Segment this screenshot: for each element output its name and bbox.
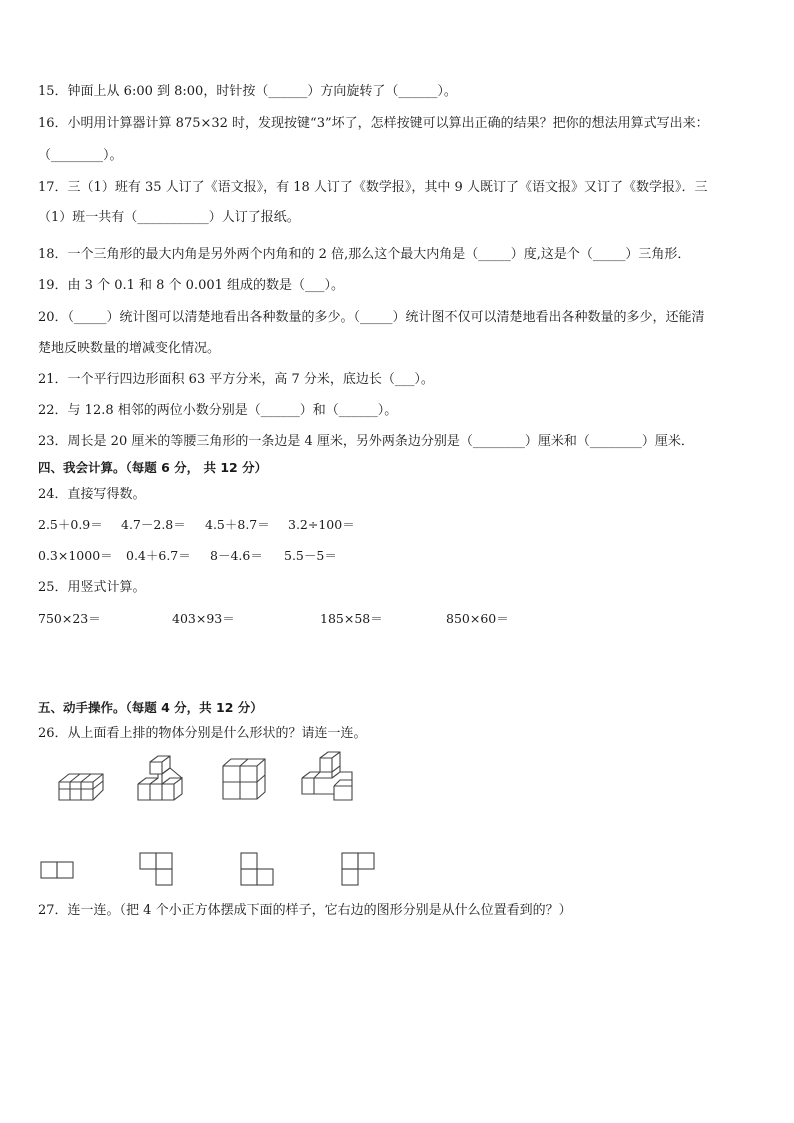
- top-view-4-figure: [341, 852, 377, 888]
- vertical-calc-item: 850×60＝: [446, 611, 509, 626]
- question-16-line-1: 16．小明用计算器计算 875×32 时，发现按键“3”坏了，怎样按键可以算出正确的结果？把你的想法用算式写出来：: [38, 116, 709, 131]
- question-22: 22．与 12.8 相邻的两位小数分别是（______）和（______）。: [38, 403, 398, 418]
- question-15: 15．钟面上从 6:00 到 8:00，时针按（______）方向旋转了（______）。: [38, 84, 457, 99]
- calc-item: 0.3×1000＝: [38, 548, 113, 563]
- question-16-line-2: （________）。: [38, 148, 123, 163]
- cube-group-1-figure: [56, 770, 106, 804]
- question-27: 27．连一连。（把 4 个小正方体摆成下面的样子，它右边的图形分别是从什么位置看到的？）: [38, 903, 572, 918]
- vertical-calc-item: 185×58＝: [320, 611, 383, 626]
- question-20-line-1: 20．（_____）统计图可以清楚地看出各种数量的多少。（_____）统计图不仅可以清楚地看出各种数量的多少，还能清: [38, 310, 705, 325]
- vertical-calc-item: 403×93＝: [172, 611, 235, 626]
- calc-item: 4.7－2.8＝: [121, 517, 186, 532]
- calc-item: 0.4＋6.7＝: [126, 548, 191, 563]
- section-4-heading: 四、我会计算。（每题 6 分， 共 12 分）: [38, 460, 268, 475]
- question-19: 19．由 3 个 0.1 和 8 个 0.001 组成的数是（___）。: [38, 278, 345, 293]
- cube-group-4-figure: [300, 752, 356, 804]
- top-view-2-figure: [139, 852, 175, 888]
- question-26: 26．从上面看上排的物体分别是什么形状的？请连一连。: [38, 726, 367, 741]
- calc-item: 4.5＋8.7＝: [205, 517, 270, 532]
- question-17-line-1: 17．三（1）班有 35 人订了《语文报》，有 18 人订了《数学报》，其中 9 人既订了《语文报》又订了《数学报》．三: [38, 180, 708, 195]
- cube-group-3-figure: [220, 756, 270, 802]
- question-20-line-2: 楚地反映数量的增减变化情况。: [38, 341, 221, 356]
- vertical-calc-item: 750×23＝: [38, 611, 101, 626]
- calc-item: 5.5－5＝: [284, 548, 337, 563]
- top-view-1-figure: [40, 860, 76, 880]
- cube-group-2-figure: [136, 754, 188, 806]
- top-view-3-figure: [240, 852, 276, 888]
- calc-item: 3.2÷100＝: [288, 517, 355, 532]
- question-23: 23．周长是 20 厘米的等腰三角形的一条边是 4 厘米，另外两条边分别是（________）厘米和（________）厘米．: [38, 434, 694, 449]
- question-17-line-2: （1）班一共有（___________）人订了报纸。: [38, 210, 300, 225]
- question-24: 24．直接写得数。: [38, 487, 146, 502]
- question-18: 18．一个三角形的最大内角是另外两个内角和的 2 倍,那么这个最大内角是（_____）度,这是个（_____）三角形．: [38, 247, 691, 262]
- calc-item: 8－4.6＝: [210, 548, 263, 563]
- calc-item: 2.5＋0.9＝: [38, 517, 103, 532]
- section-5-heading: 五、动手操作。（每题 4 分，共 12 分）: [38, 700, 263, 715]
- question-25: 25．用竖式计算。: [38, 580, 146, 595]
- question-21: 21．一个平行四边形面积 63 平方分米，高 7 分米，底边长（___）。: [38, 372, 434, 387]
